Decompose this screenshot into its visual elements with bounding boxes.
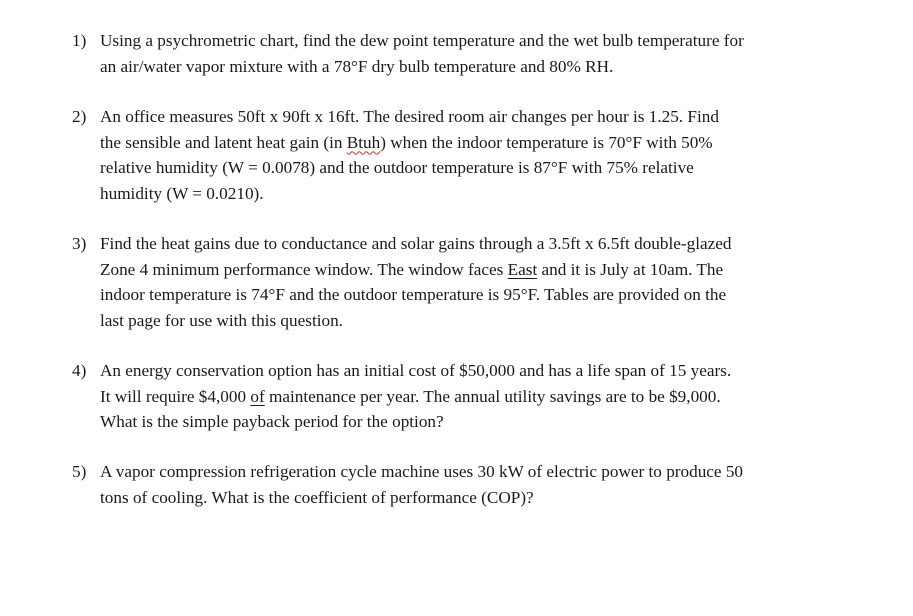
question-2 (72, 104, 832, 206)
question-text-line: What is the simple payback period for the option? (100, 412, 444, 431)
question-text-line: Using a psychrometric chart, find the dew point temperature and the wet bulb temperature for (100, 31, 744, 50)
underlined-word: of (250, 386, 265, 406)
question-text-line: A vapor compression refrigeration cycle machine uses 30 kW of electric power to produce 50 (100, 462, 744, 481)
question-text-line: an air/water vapor mixture with a 78°F dry bulb temperature and 80% RH. (100, 56, 614, 76)
question-text-line: the sensible and latent heat gain (in Btuh) when the indoor temperature is 70°F with 50% (100, 132, 713, 152)
question-4 (72, 358, 832, 435)
question-text-line: An office measures 50ft x 90ft x 16ft. The desired room air changes per hour is 1.25. Find (100, 107, 719, 126)
question-text-line: Zone 4 minimum performance window. The window faces East and it is July at 10am. The (100, 259, 724, 279)
question-number: 4) (72, 361, 87, 380)
question-5 (72, 459, 832, 510)
question-text-line: An energy conservation option has an initial cost of $50,000 and has a life span of 15 years. (100, 361, 732, 380)
question-3 (72, 231, 832, 333)
underlined-word: East (507, 259, 538, 279)
question-text-line: tons of cooling. What is the coefficient of performance (COP)? (100, 487, 534, 507)
spellcheck-underlined-word: Btuh (346, 132, 381, 152)
question-1 (72, 28, 832, 79)
question-text-line: Find the heat gains due to conductance and solar gains through a 3.5ft x 6.5ft double-glazed (100, 234, 732, 253)
question-text-line: last page for use with this question. (100, 310, 343, 330)
question-text-line: indoor temperature is 74°F and the outdoor temperature is 95°F. Tables are provided on the (100, 285, 727, 304)
question-text-line: It will require $4,000 of maintenance per year. The annual utility savings are to be $9,000. (100, 386, 721, 406)
question-number: 5) (72, 462, 87, 481)
question-text-line: relative humidity (W = 0.0078) and the outdoor temperature is 87°F with 75% relative (100, 158, 694, 177)
question-number: 2) (72, 107, 87, 126)
question-number: 1) (72, 31, 87, 50)
question-text-line: humidity (W = 0.0210). (100, 183, 264, 203)
question-number: 3) (72, 234, 87, 253)
